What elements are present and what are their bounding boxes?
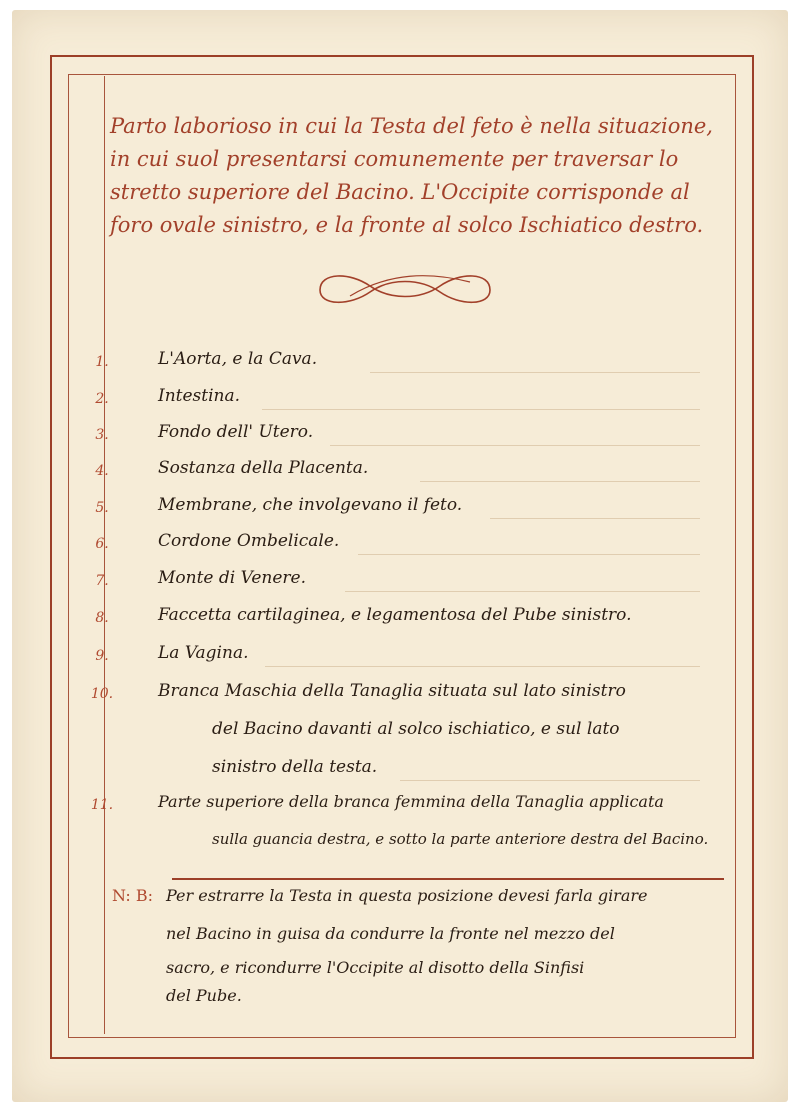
list-item: Faccetta cartilaginea, e legamentosa del Pube sinistro. <box>158 605 632 625</box>
list-item: Branca Maschia della Tanaglia situata sul lato sinistro <box>158 681 626 701</box>
list-item: Membrane, che involgevano il feto. <box>158 495 463 515</box>
item-number: 4. <box>95 463 109 479</box>
section-divider <box>172 878 724 880</box>
margin-rule <box>104 76 105 1034</box>
list-item: L'Aorta, e la Cava. <box>158 349 318 369</box>
item-number: 11. <box>90 797 114 813</box>
ruled-line <box>370 372 700 373</box>
calligraphic-flourish <box>310 262 500 312</box>
list-item: Parte superiore della branca femmina della Tanaglia applicata <box>158 792 664 811</box>
note-line: sacro, e ricondurre l'Occipite al disotto della Sinfisi <box>166 958 585 977</box>
item-number: 6. <box>95 536 109 552</box>
list-item-continuation: sulla guancia destra, e sotto la parte anteriore destra del Bacino. <box>212 830 709 848</box>
list-item-continuation: del Bacino davanti al solco ischiatico, e sul lato <box>212 719 620 739</box>
item-number: 9. <box>95 648 109 664</box>
note-line: nel Bacino in guisa da condurre la fronte nel mezzo del <box>166 924 615 943</box>
note-line: del Pube. <box>166 986 242 1005</box>
list-item: Fondo dell' Utero. <box>158 422 314 442</box>
item-number: 7. <box>95 573 109 589</box>
ruled-line <box>345 591 700 592</box>
item-number: 5. <box>95 500 109 516</box>
item-number: 1. <box>95 354 109 370</box>
ruled-line <box>420 481 700 482</box>
list-item: Cordone Ombelicale. <box>158 531 340 551</box>
item-number: 3. <box>95 427 109 443</box>
item-number: 8. <box>95 610 109 626</box>
list-item: Monte di Venere. <box>158 568 306 588</box>
list-item: Sostanza della Placenta. <box>158 458 369 478</box>
item-number: 2. <box>95 391 109 407</box>
ruled-line <box>400 780 700 781</box>
page-title: Parto laborioso in cui la Testa del feto è nella situazione, in cui suol presentarsi comunemente per traversar lo stretto superiore del Bacino. L'Occipite corrisponde al foro ovale sinistro, e la fronte al solco Ischiatico destro. <box>110 114 713 237</box>
note-label: N: B: <box>112 886 154 905</box>
ruled-line <box>265 666 700 667</box>
note-line: Per estrarre la Testa in questa posizione devesi farla girare <box>166 886 648 905</box>
ruled-line <box>490 518 700 519</box>
item-number: 10. <box>90 686 114 702</box>
list-item: Intestina. <box>158 386 241 406</box>
ruled-line <box>358 554 700 555</box>
ruled-line <box>262 409 700 410</box>
list-item: La Vagina. <box>158 643 249 663</box>
list-item-continuation: sinistro della testa. <box>212 757 378 777</box>
ruled-line <box>330 445 700 446</box>
